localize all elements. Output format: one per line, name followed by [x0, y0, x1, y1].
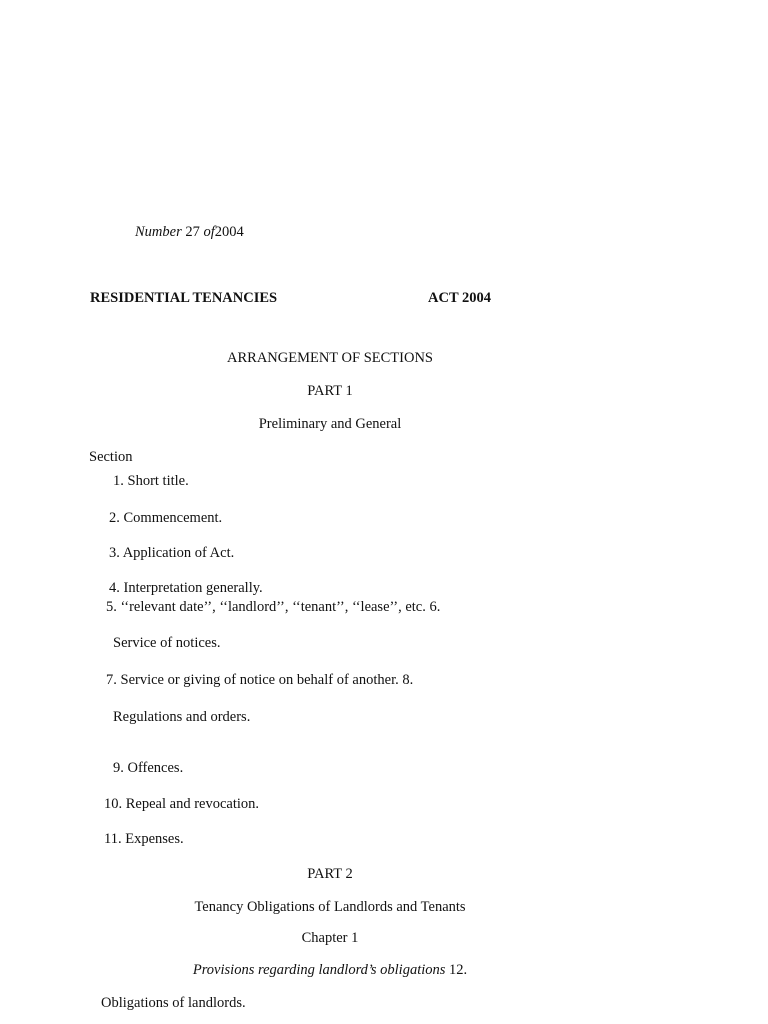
section-label: Section — [89, 449, 133, 465]
section-5: 5. ‘‘relevant date’’, ‘‘landlord’’, ‘‘tenant’’, ‘‘lease’’, etc. 6. — [106, 599, 441, 615]
section-2: 2. Commencement. — [109, 510, 223, 526]
part2-label: PART 2 — [307, 866, 353, 882]
section-1: 1. Short title. — [113, 473, 189, 489]
act-title-left: RESIDENTIAL TENANCIES — [90, 290, 278, 306]
section-4: 4. Interpretation generally. — [109, 580, 263, 596]
section-9: 9. Offences. — [113, 760, 184, 776]
chapter1-title-italic: Provisions regarding landlord’s obligations — [192, 962, 446, 978]
section-7: 7. Service or giving of notice on behalf of another. 8. — [106, 672, 414, 688]
chapter1-title-number: 12. — [449, 962, 468, 978]
part1-subtitle: Preliminary and General — [258, 416, 402, 432]
chapter1-label: Chapter 1 — [301, 930, 359, 946]
part1-label: PART 1 — [307, 383, 353, 399]
section-6: Service of notices. — [113, 635, 221, 651]
number-value: 27 — [185, 224, 200, 240]
part2-subtitle: Tenancy Obligations of Landlords and Tenants — [194, 899, 466, 915]
act-number-line — [135, 224, 244, 241]
act-year: 2004 — [214, 224, 244, 240]
act-title-right: ACT 2004 — [428, 290, 491, 306]
section-12: Obligations of landlords. — [101, 995, 246, 1011]
of-label: of — [203, 224, 215, 240]
section-8: Regulations and orders. — [113, 709, 251, 725]
section-10: 10. Repeal and revocation. — [104, 796, 260, 812]
section-11: 11. Expenses. — [104, 831, 184, 847]
chapter1-title — [0, 962, 660, 979]
number-label: Number — [135, 224, 182, 240]
section-3: 3. Application of Act. — [109, 545, 235, 561]
arrangement-heading: ARRANGEMENT OF SECTIONS — [227, 350, 433, 366]
